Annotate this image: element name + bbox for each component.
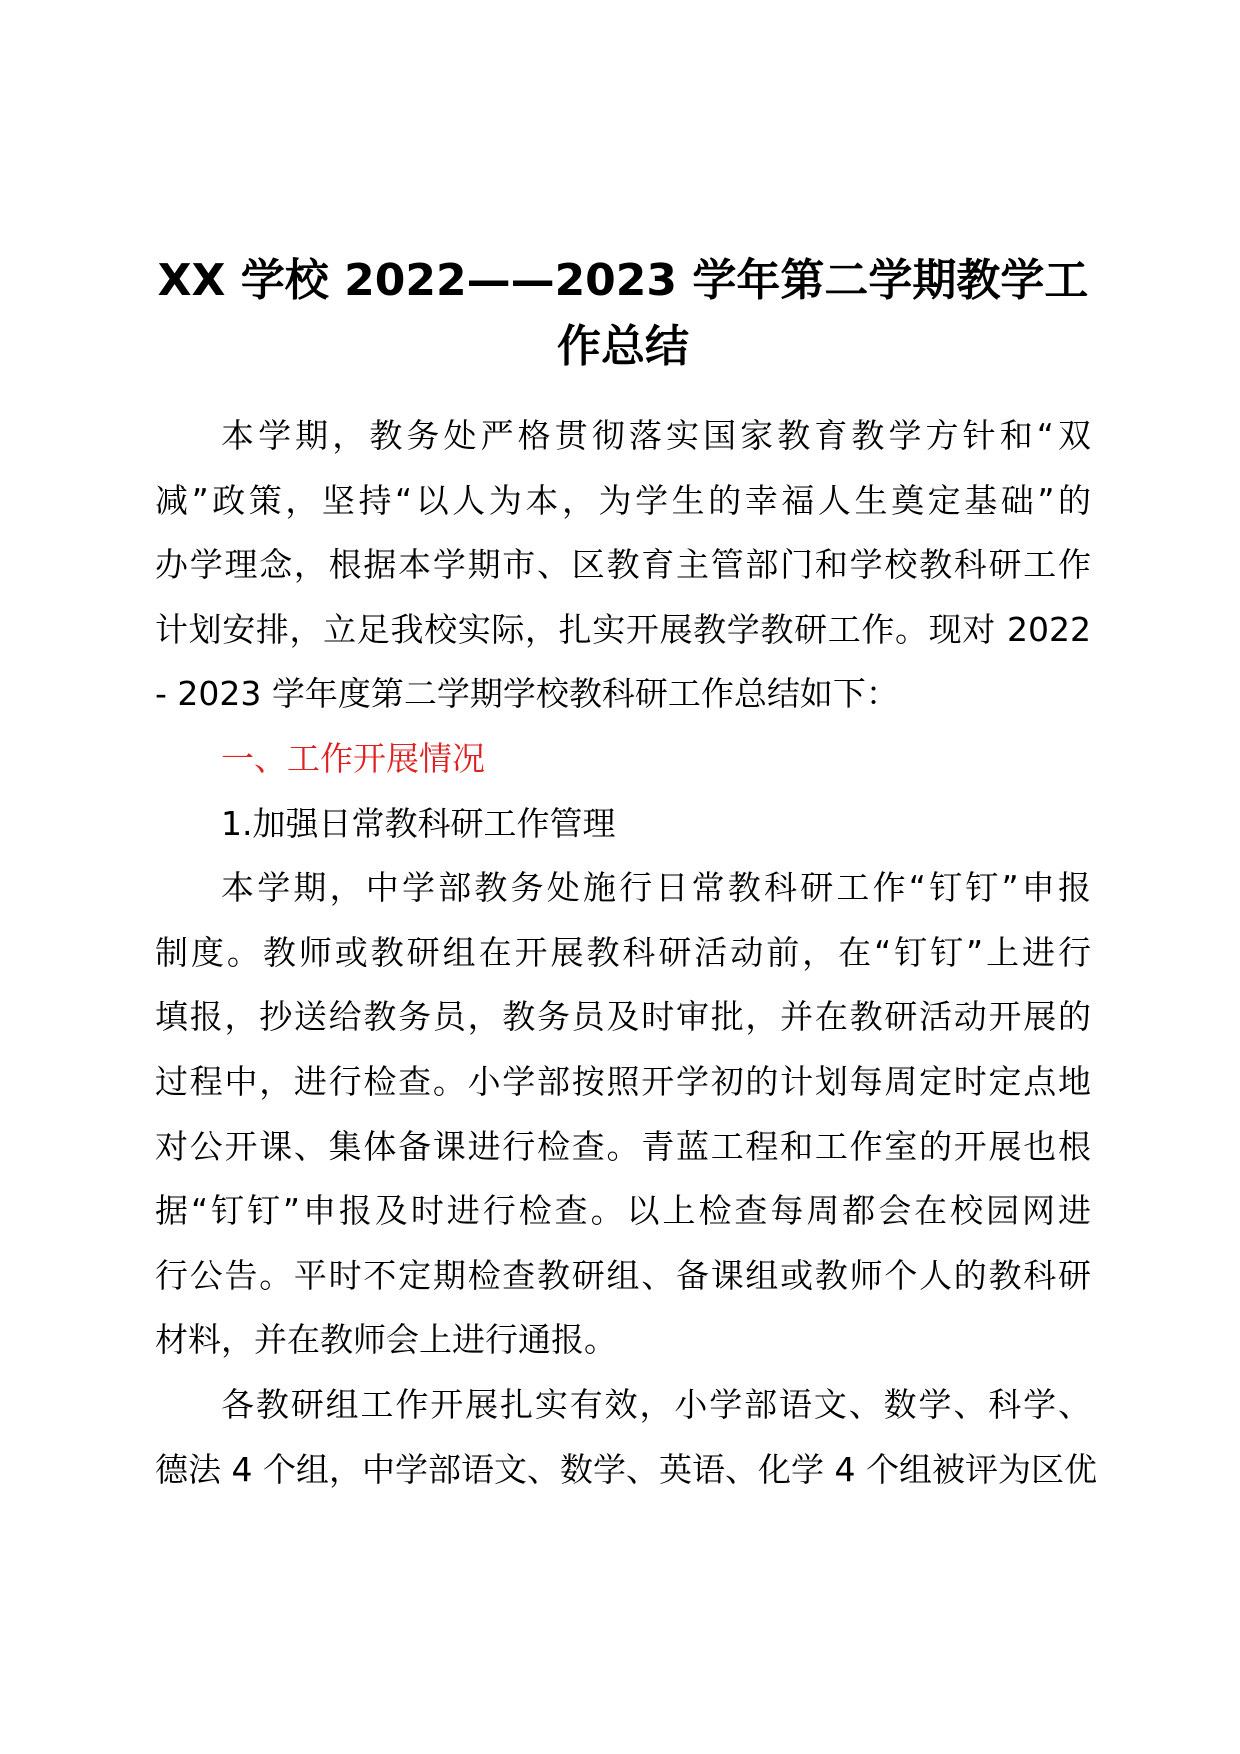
section-heading: 一、工作开展情况 — [221, 738, 485, 778]
paragraph-line: 减”政策，坚持“以人为本，为学生的幸福人生奠定基础”的 — [155, 480, 1091, 520]
paragraph-line: 材料，并在教师会上进行通报。 — [155, 1320, 617, 1360]
paragraph-line: 据“钉钉”申报及时进行检查。以上检查每周都会在校园网进 — [155, 1191, 1091, 1231]
paragraph-line: 办学理念，根据本学期市、区教育主管部门和学校教科研工作 — [155, 545, 1091, 585]
paragraph-line: 各教研组工作开展扎实有效，小学部语文、数学、科学、 — [221, 1384, 1091, 1424]
paragraph-line: 行公告。平时不定期检查教研组、备课组或教师个人的教科研 — [155, 1255, 1091, 1295]
paragraph-line: 制度。教师或教研组在开展教科研活动前，在“钉钉”上进行 — [155, 932, 1091, 972]
document-title — [155, 248, 1091, 380]
paragraph-line: 本学期，教务处严格贯彻落实国家教育教学方针和“双 — [221, 416, 1091, 455]
paragraph-intro — [155, 404, 1091, 727]
paragraph-line: 德法 4 个组，中学部语文、数学、英语、化学 4 个组被评为区优 — [155, 1449, 1097, 1489]
subheading: 1.加强日常教科研工作管理 — [221, 803, 616, 843]
paragraph-line: 填报，抄送给教务员，教务员及时审批，并在教研活动开展的 — [155, 997, 1091, 1037]
paragraph-research-groups — [155, 1373, 1097, 1502]
title-line-1: XX 学校 2022——2023 学年第二学期教学工 — [157, 255, 1089, 306]
paragraph-line: - 2023 学年度第二学期学校教科研工作总结如下： — [155, 674, 899, 714]
paragraph-line: 对公开课、集体备课进行检查。青蓝工程和工作室的开展也根 — [155, 1126, 1091, 1166]
document-content — [155, 248, 1097, 1502]
paragraph-line: 本学期，中学部教务处施行日常教科研工作“钉钉”申报 — [221, 868, 1091, 908]
paragraph-management — [155, 856, 1091, 1373]
paragraph-line: 计划安排，立足我校实际，扎实开展教学教研工作。现对 2022 — [155, 609, 1091, 649]
paragraph-line: 过程中，进行检查。小学部按照开学初的计划每周定时定点地 — [155, 1061, 1091, 1101]
title-line-2: 作总结 — [557, 321, 689, 372]
document-body — [155, 404, 1097, 1502]
